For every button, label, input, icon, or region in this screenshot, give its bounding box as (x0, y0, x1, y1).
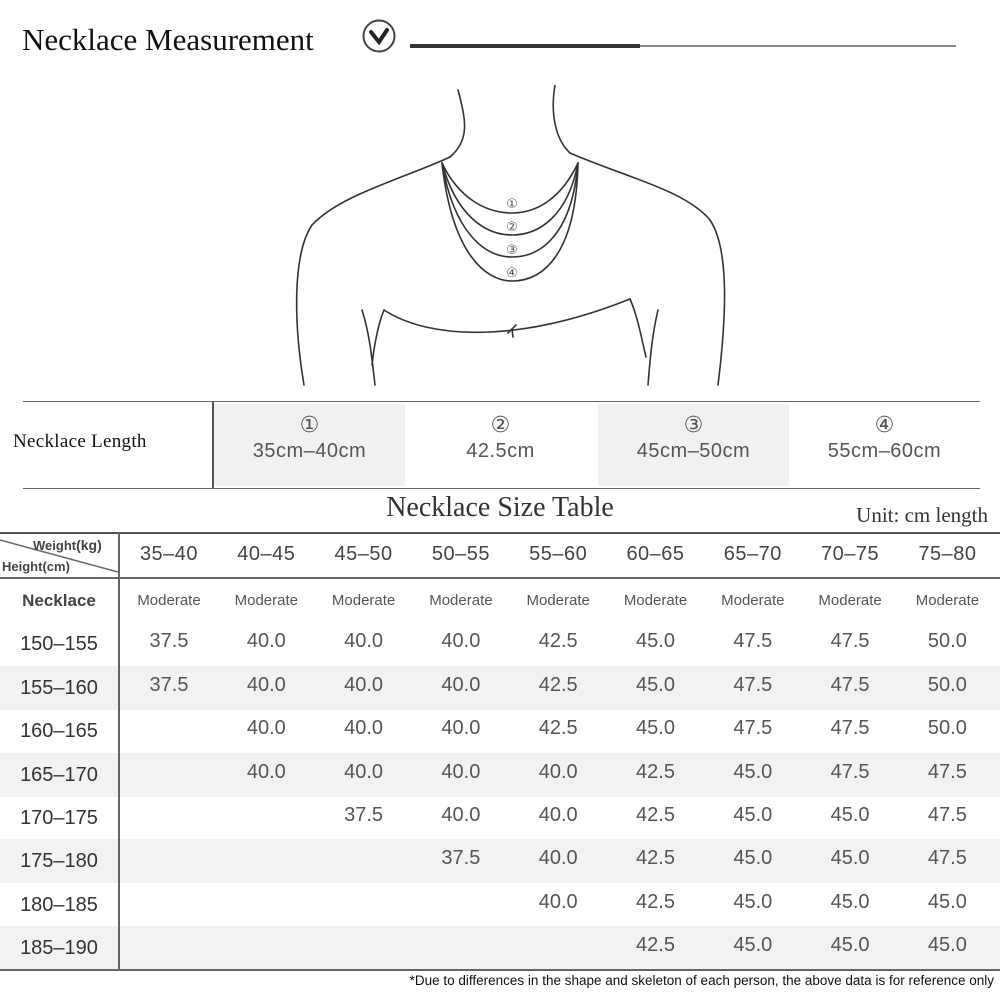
length-option-2 (405, 404, 596, 486)
table-cell: 47.5 (830, 673, 870, 696)
length-option-number: ④ (874, 412, 895, 437)
weight-column-header: 60–65 (626, 543, 685, 565)
table-cell: 42.5 (538, 630, 578, 653)
table-cell: 40.0 (344, 673, 384, 696)
length-option-number: ① (299, 412, 320, 437)
table-cell: 42.5 (636, 934, 675, 957)
length-option-number: ② (490, 412, 511, 437)
row-label: 155–160 (20, 676, 98, 699)
table-cell: Moderate (234, 592, 298, 609)
necklace-length-row (13, 401, 980, 489)
table-cell: 47.5 (733, 630, 773, 653)
table-cell: Moderate (915, 592, 980, 609)
height-column-divider (118, 532, 120, 970)
table-cell: 40.0 (344, 630, 384, 653)
table-cell: 37.5 (149, 630, 189, 653)
necklace-illustration (280, 85, 740, 390)
table-cell: 40.0 (246, 630, 286, 653)
weight-column-header: 40–45 (237, 543, 296, 565)
length-option-4 (789, 404, 980, 486)
size-table (0, 532, 1000, 970)
table-cell: 50.0 (927, 673, 967, 696)
table-cell: 45.0 (733, 890, 773, 913)
length-option-value: 35cm–40cm (252, 440, 367, 462)
necklace-marker-3: ③ (506, 242, 518, 257)
table-cell: 40.0 (441, 804, 481, 826)
height-unit-text: (cm) (42, 559, 70, 574)
table-row (0, 883, 1000, 927)
table-cell: 45.0 (733, 760, 773, 783)
table-row-necklace (0, 579, 1000, 623)
row-label: 175–180 (20, 850, 98, 873)
table-cell: 47.5 (733, 717, 773, 740)
table-cell: 47.5 (927, 847, 967, 870)
footnote: *Due to differences in the shape and skeleton of each person, the above data is for reference only (409, 973, 994, 988)
header-divider-thin (640, 45, 956, 47)
table-cell: Moderate (429, 592, 493, 609)
table-cell: 42.5 (636, 804, 675, 826)
table-cell: 47.5 (830, 760, 870, 783)
weight-axis-label (33, 537, 102, 553)
table-cell: 37.5 (149, 673, 189, 696)
page-title: Necklace Measurement (22, 22, 314, 57)
table-row (0, 622, 1000, 666)
row-label: 160–165 (20, 720, 98, 743)
table-cell: 47.5 (733, 673, 773, 696)
row-label: 180–185 (20, 893, 98, 916)
table-cell: 40.0 (538, 890, 578, 913)
table-cell: 40.0 (344, 760, 384, 783)
table-cell: 45.0 (830, 804, 870, 826)
weight-label-text: Weight (33, 538, 77, 553)
height-axis-label (2, 559, 70, 574)
table-cell: 45.0 (830, 934, 870, 957)
table-cell: 40.0 (538, 760, 578, 783)
weight-column-header: 45–50 (334, 543, 393, 565)
table-cell: 45.0 (636, 630, 675, 653)
table-cell: 47.5 (830, 717, 870, 740)
table-cell: Moderate (137, 592, 201, 609)
table-row (0, 926, 1000, 970)
length-option-1 (214, 404, 405, 486)
table-row (0, 796, 1000, 840)
row-label: 165–170 (20, 763, 98, 786)
table-row (0, 709, 1000, 753)
length-option-value: 42.5cm (466, 440, 535, 462)
necklace-length-label: Necklace Length (13, 431, 147, 452)
table-cell: 40.0 (344, 717, 384, 740)
length-option-3 (598, 404, 789, 486)
length-option-value: 55cm–60cm (827, 440, 942, 462)
table-cell: 45.0 (636, 717, 675, 740)
table-row (0, 753, 1000, 797)
table-cell: 42.5 (636, 760, 675, 783)
table-cell: 45.0 (733, 934, 773, 957)
size-table-title: Necklace Size Table (386, 492, 614, 523)
table-cell: 45.0 (733, 804, 773, 826)
table-cell: 50.0 (927, 717, 967, 740)
table-bottom-border (0, 969, 1000, 971)
table-cell: 40.0 (538, 804, 578, 826)
length-option-value: 45cm–50cm (636, 440, 751, 462)
table-cell: 45.0 (927, 934, 967, 957)
row-label: 185–190 (20, 937, 98, 960)
necklace-marker-2: ② (506, 219, 518, 234)
table-cell: 40.0 (538, 847, 578, 870)
table-cell: 45.0 (927, 890, 967, 913)
unit-label: Unit: cm length (856, 503, 988, 527)
length-option-number: ③ (683, 412, 704, 437)
table-cell: 40.0 (246, 673, 286, 696)
table-cell: 47.5 (830, 630, 870, 653)
row-label: 170–175 (20, 807, 98, 829)
table-top-border (0, 532, 1000, 534)
table-cell: 37.5 (441, 847, 481, 870)
chevron-down-circle-icon (360, 17, 398, 55)
table-cell: 40.0 (441, 673, 481, 696)
weight-unit-text: (kg) (76, 537, 102, 553)
table-cell: 50.0 (927, 630, 967, 653)
table-cell: 47.5 (927, 760, 967, 783)
weight-column-header: 75–80 (918, 543, 977, 565)
table-cell: 45.0 (830, 890, 870, 913)
table-cell: 45.0 (733, 847, 773, 870)
table-cell: 42.5 (636, 847, 675, 870)
weight-column-header: 50–55 (431, 543, 490, 565)
weight-column-header: 55–60 (529, 543, 588, 565)
table-cell: 40.0 (441, 630, 481, 653)
table-row (0, 839, 1000, 883)
table-cell: 42.5 (636, 890, 675, 913)
height-label-text: Height (2, 559, 43, 574)
table-cell: 37.5 (344, 804, 384, 826)
table-cell: Moderate (818, 592, 882, 609)
table-cell: 45.0 (636, 673, 675, 696)
weight-column-header: 65–70 (723, 543, 782, 565)
weight-column-header: 35–40 (139, 543, 199, 565)
table-cell: 47.5 (927, 804, 967, 826)
necklace-marker-4: ④ (506, 265, 518, 280)
table-cell: 42.5 (538, 673, 578, 696)
table-cell: 40.0 (246, 760, 286, 783)
table-cell: 40.0 (246, 717, 286, 740)
table-cell: 42.5 (538, 717, 578, 740)
table-cell: Moderate (623, 592, 688, 609)
table-cell: Moderate (526, 592, 590, 609)
table-cell: Moderate (331, 592, 396, 609)
header-divider-bold (410, 44, 640, 48)
table-row (0, 666, 1000, 710)
row-label: Necklace (22, 591, 96, 610)
necklace-marker-1: ① (506, 196, 518, 211)
row-label: 150–155 (20, 633, 98, 656)
table-cell: 40.0 (441, 760, 481, 783)
table-cell: 45.0 (830, 847, 870, 870)
weight-column-header: 70–75 (821, 543, 880, 565)
table-cell: 40.0 (441, 717, 481, 740)
table-cell: Moderate (721, 592, 785, 609)
